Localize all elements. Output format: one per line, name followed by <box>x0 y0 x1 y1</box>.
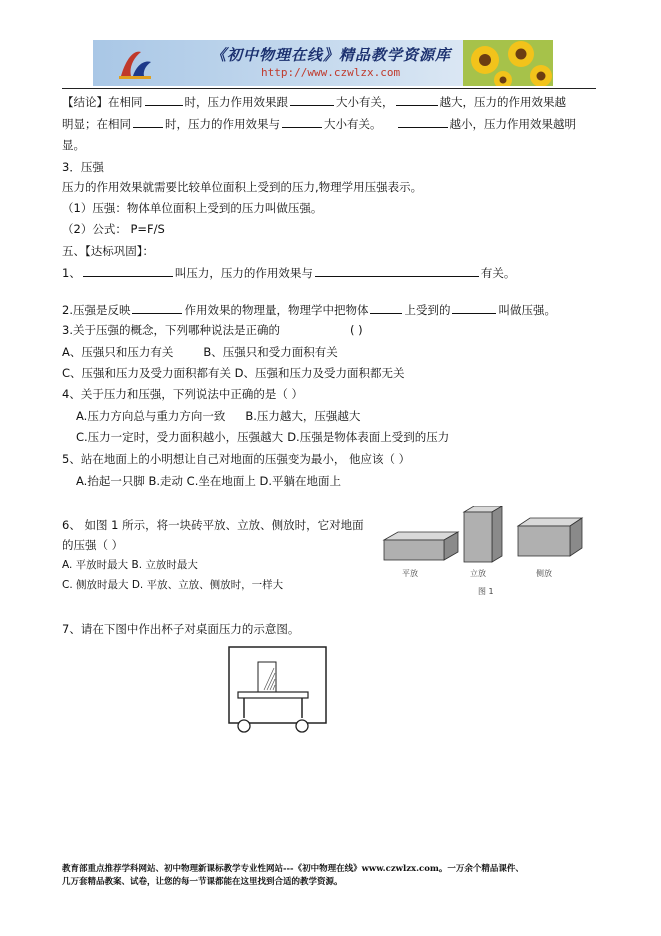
label-side: 侧放 <box>536 569 552 578</box>
option-b[interactable]: B、压强只和受力面积有关 <box>203 345 338 359</box>
question-6-options-cd[interactable]: C. 侧放时最大 D. 平放、立放、侧放时，一样大 <box>62 579 284 591</box>
site-logo-icon <box>117 46 153 82</box>
header-banner <box>93 40 553 86</box>
question-3-options-cd[interactable]: C、压强和压力及受力面积都有关 D、压强和压力及受力面积都无关 <box>62 366 405 380</box>
cup-on-table-figure <box>228 646 328 738</box>
answer-bracket[interactable]: ( ) <box>349 323 363 337</box>
banner-url[interactable]: http://www.czwlzx.com <box>261 66 401 79</box>
conclusion-line-2: 明显；在相同 时，压力的作用效果与 大小有关。 越小，压力作用效果越明 <box>62 117 576 131</box>
footer-line-2: 几万套精品教案、试卷，让您的每一节课都能在这里找到合适的教学资源。 <box>62 877 343 887</box>
section3-formula: （2）公式： P=F/S <box>62 222 165 236</box>
blank[interactable] <box>398 116 448 128</box>
question-4-options-ab <box>76 409 360 423</box>
option-b[interactable]: B.压力越大，压强越大 <box>245 409 361 423</box>
label-flat: 平放 <box>402 569 418 578</box>
section5-heading: 五、【达标巩固】： <box>62 244 154 258</box>
question-2: 2.压强是反映 作用效果的物理量，物理学中把物体 上受到的 叫做压强。 <box>62 303 556 317</box>
section3-heading: 3．压强 <box>62 160 104 174</box>
option-a[interactable]: A、压强只和压力有关 <box>62 345 174 359</box>
figure-caption: 图 1 <box>478 587 494 596</box>
conclusion-line-3: 显。 <box>62 138 85 152</box>
question-3-stem: 3.关于压强的概念，下列哪种说法是正确的 ( ) <box>62 323 363 337</box>
blank[interactable] <box>315 265 479 277</box>
footer <box>62 863 602 889</box>
question-4-options-cd <box>76 430 449 444</box>
blank[interactable] <box>282 116 322 128</box>
section3-intro: 压力的作用效果就需要比较单位面积上受到的压力,物理学用压强表示。 <box>62 180 423 194</box>
question-6-stem-1: 6、 如图 1 所示，将一块砖平放、立放、侧放时，它对地面 <box>62 518 364 532</box>
question-5-options[interactable]: A.抬起一只脚 B.走动 C.坐在地面上 D.平躺在地面上 <box>76 474 342 488</box>
cup-table-drawing[interactable] <box>228 646 328 738</box>
blank[interactable] <box>83 265 173 277</box>
option-a[interactable]: A.压力方向总与重力方向一致 <box>76 409 226 423</box>
blank[interactable] <box>452 302 496 314</box>
blank[interactable] <box>370 302 402 314</box>
blank[interactable] <box>290 94 334 106</box>
question-3-options-ab <box>62 345 338 359</box>
option-c[interactable]: C.压力一定时，受力面积越小，压强越大 <box>76 430 284 444</box>
blank[interactable] <box>145 94 183 106</box>
footer-line-1: 教育部重点推荐学科网站、初中物理新课标教学专业性网站---《初中物理在线》www.czwlzx.com。一万余个精品课件、 <box>62 864 524 874</box>
blank[interactable] <box>396 94 438 106</box>
section3-definition: （1）压强：物体单位面积上受到的压力叫做压强。 <box>62 201 323 215</box>
question-7: 7、请在下图中作出杯子对桌面压力的示意图。 <box>62 622 300 636</box>
option-d[interactable]: D.压强是物体表面上受到的压力 <box>287 430 450 444</box>
conclusion-line-1: 【结论】在相同 时，压力作用效果跟 大小有关， 越大，压力的作用效果越 <box>62 95 566 109</box>
question-6-options-ab[interactable]: A. 平放时最大 B. 立放时最大 <box>62 559 198 571</box>
brick-drawing <box>380 506 585 568</box>
question-1: 1、 叫压力，压力的作用效果与 有关。 <box>62 266 516 280</box>
question-6-stem-2: 的压强（ ） <box>62 538 124 552</box>
question-4-stem: 4、关于压力和压强，下列说法中正确的是（ ） <box>62 387 303 401</box>
sunflower-icon <box>463 40 553 86</box>
question-5-stem: 5、站在地面上的小明想让自己对地面的压强变为最小， 他应该（ ） <box>62 452 411 466</box>
banner-title: 《初中物理在线》精品教学资源库 <box>211 46 452 64</box>
brick-figure <box>380 506 585 598</box>
label-standing: 立放 <box>470 569 486 578</box>
blank[interactable] <box>132 302 182 314</box>
blank[interactable] <box>133 116 163 128</box>
header-rule <box>62 88 596 89</box>
